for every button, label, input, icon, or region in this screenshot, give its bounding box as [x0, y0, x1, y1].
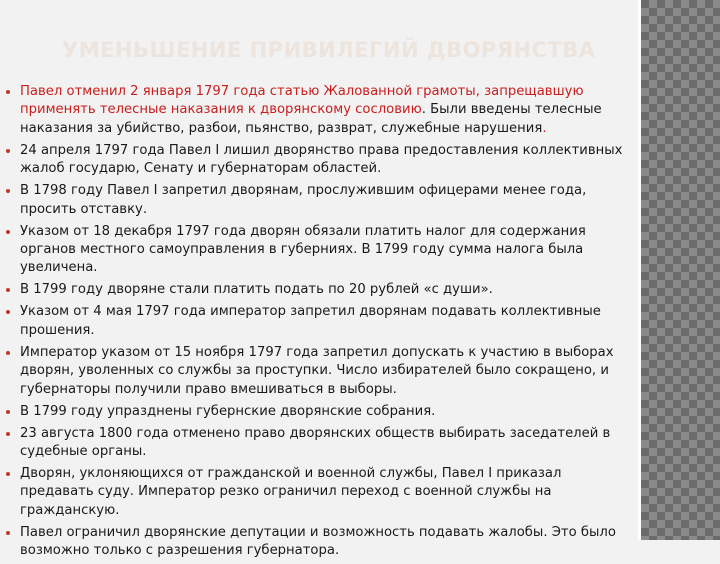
bullet-icon: [6, 288, 10, 292]
slide-title: УМЕНЬШЕНИЕ ПРИВИЛЕГИЙ ДВОРЯНСТВА: [62, 38, 596, 62]
bullet-item-4: [6, 223, 638, 278]
bullet-text: 24 апреля 1797 года Павел I лишил дворянство права предоставления коллективных жалоб государю, Сенату и губернаторам областей.: [20, 142, 623, 177]
bullet-item-8: [6, 403, 638, 421]
bullet-list: [6, 83, 638, 561]
bullet-item-5: [6, 281, 638, 299]
bullet-icon: [6, 90, 10, 94]
bullet-item-6: [6, 303, 638, 340]
bullet-icon: [6, 230, 10, 234]
bullet-icon: [6, 410, 10, 414]
bullet-item-10: [6, 465, 638, 520]
bullet-text: Дворян, уклоняющихся от гражданской и военной службы, Павел I приказал предавать суду. Император резко ограничил переход с военной службы на гражданскую.: [20, 466, 562, 518]
bullet-icon: [6, 531, 10, 535]
decorative-pattern-panel: [641, 0, 720, 540]
bullet-text: Указом от 18 декабря 1797 года дворян обязали платить налог для содержания органов местного самоуправления в губерниях. В 1799 году сумма налога была увеличена.: [20, 223, 586, 276]
bullet-text: Указом от 4 мая 1797 года император запретил дворянам подавать коллективные прошения.: [20, 304, 601, 338]
bullet-icon: [6, 432, 10, 436]
bullet-text: В 1799 году дворяне стали платить подать по 20 рублей «с души».: [20, 282, 493, 298]
bullet-text: 23 августа 1800 года отменено право дворянских обществ выбирать заседателей в судебные органы.: [20, 425, 611, 460]
bullet-icon: [6, 310, 10, 314]
bullet-item-2: [6, 142, 638, 179]
bullet-text: Император указом от 15 ноября 1797 года запретил допускать к участию в выборах дворян, уволенных со службы за проступки. Число избирателей было сокращено, и губернаторы получили право вмешиваться в выборы.: [20, 344, 614, 397]
bullet-item-11: [6, 524, 638, 561]
bullet-item-1: [6, 83, 638, 138]
slide-content: [6, 83, 638, 564]
bullet-icon: [6, 189, 10, 193]
bullet-item-3: [6, 182, 638, 219]
bullet-tail-text: .: [542, 120, 547, 136]
bullet-highlight-text: Павел отменил 2 января 1797 года статью Жалованной грамоты, запрещавшую применять телесные наказания к дворянскому сословию: [20, 84, 584, 118]
bullet-item-7: [6, 344, 638, 399]
bullet-text: . Были введены телесные наказания за убийство, разбои, пьянство, разврат, служебные нарушения: [20, 102, 602, 136]
bullet-icon: [6, 351, 10, 355]
bullet-icon: [6, 472, 10, 476]
bullet-text: В 1798 году Павел I запретил дворянам, прослужившим офицерами менее года, просить отставку.: [20, 183, 587, 217]
bullet-item-9: [6, 425, 638, 462]
bullet-icon: [6, 149, 10, 153]
bullet-text: В 1799 году упразднены губернские дворянские собрания.: [20, 403, 436, 419]
bullet-text: Павел ограничил дворянские депутации и возможность подавать жалобы. Это было возможно только с разрешения губернатора.: [20, 524, 616, 559]
